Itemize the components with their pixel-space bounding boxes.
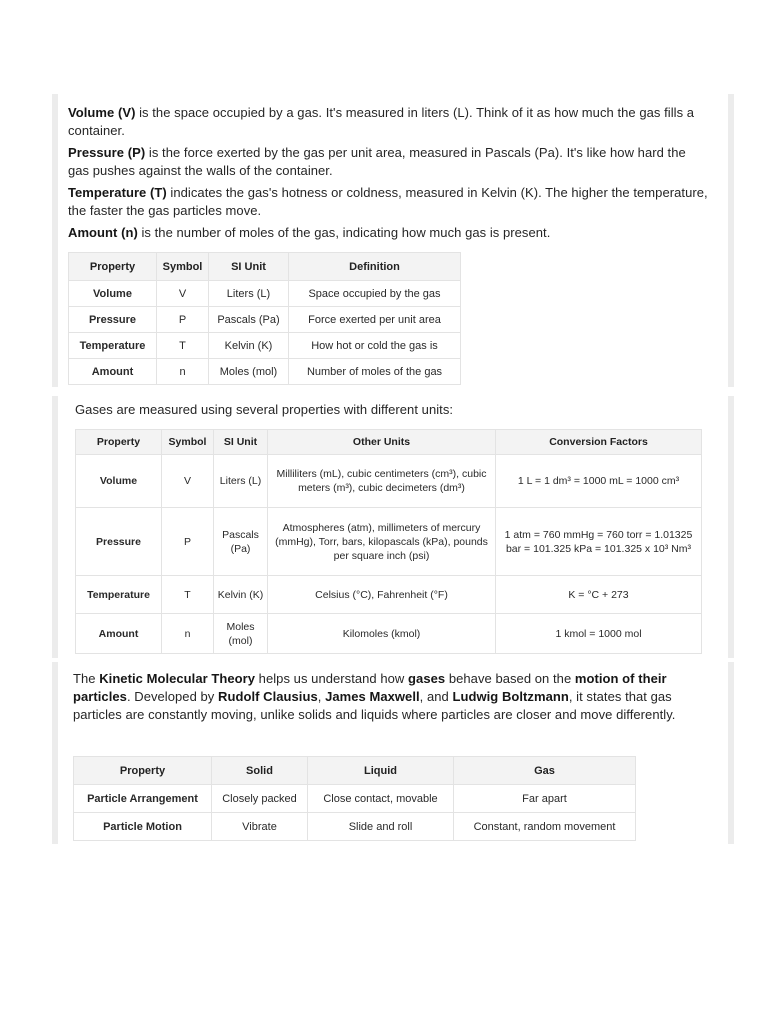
gas-properties-table (68, 252, 461, 385)
table-row (76, 508, 702, 576)
gas-units-table (75, 429, 702, 654)
table-cell: Liters (L) (214, 455, 268, 508)
table-cell: Moles (mol) (209, 359, 289, 385)
table-cell: Constant, random movement (454, 813, 636, 841)
table-cell: V (157, 281, 209, 307)
table-cell: Far apart (454, 785, 636, 813)
table-cell: Amount (76, 614, 162, 654)
table-header-row (74, 757, 636, 785)
header-cell: Solid (212, 757, 308, 785)
table-header-row (76, 430, 702, 455)
table-cell: Milliliters (mL), cubic centimeters (cm³), cubic meters (m³), cubic decimeters (dm³) (268, 455, 496, 508)
table-cell: Pascals (Pa) (209, 307, 289, 333)
header-cell: SI Unit (214, 430, 268, 455)
table-cell: Liters (L) (209, 281, 289, 307)
table-cell: n (162, 614, 214, 654)
table-cell: How hot or cold the gas is (289, 333, 461, 359)
table-cell: Pressure (69, 307, 157, 333)
table-cell: Volume (76, 455, 162, 508)
table-cell: 1 L = 1 dm³ = 1000 mL = 1000 cm³ (496, 455, 702, 508)
table-cell: Number of moles of the gas (289, 359, 461, 385)
header-cell: Other Units (268, 430, 496, 455)
gas-units-section (52, 396, 734, 658)
table-cell: 1 kmol = 1000 mol (496, 614, 702, 654)
table-cell: T (162, 576, 214, 614)
table-cell: Volume (69, 281, 157, 307)
table-cell: Space occupied by the gas (289, 281, 461, 307)
header-cell: Property (76, 430, 162, 455)
table-cell: Close contact, movable (308, 785, 454, 813)
table-cell: Atmospheres (atm), millimeters of mercury (mmHg), Torr, bars, kilopascals (kPa), pounds per square inch (psi) (268, 508, 496, 576)
header-cell: Liquid (308, 757, 454, 785)
header-cell: Definition (289, 253, 461, 281)
gas-properties-section (52, 94, 734, 387)
table-cell: V (162, 455, 214, 508)
table-row (69, 281, 461, 307)
header-cell: Property (69, 253, 157, 281)
table-row (76, 576, 702, 614)
table-cell: P (162, 508, 214, 576)
table-cell: Force exerted per unit area (289, 307, 461, 333)
header-cell: SI Unit (209, 253, 289, 281)
table-header-row (69, 253, 461, 281)
table-cell: Pressure (76, 508, 162, 576)
table-cell: Temperature (76, 576, 162, 614)
kinetic-theory-section (52, 662, 734, 844)
units-intro-text: Gases are measured using several properties with different units: (75, 402, 454, 417)
table-row (74, 785, 636, 813)
header-cell: Symbol (162, 430, 214, 455)
kinetic-theory-paragraph: The Kinetic Molecular Theory helps us understand how gases behave based on the motion of their particles. Developed by Rudolf Clausius, James Maxwell, and Ludwig Boltzmann, it states that gas particles are constantly moving, unlike solids and liquids where particles are closer and move differently. (73, 671, 676, 722)
table-row (76, 614, 702, 654)
table-cell: Temperature (69, 333, 157, 359)
volume-paragraph: Volume (V) is the space occupied by a gas. It's measured in liters (L). Think of it as how much the gas fills a container. (68, 105, 695, 138)
pressure-paragraph: Pressure (P) is the force exerted by the gas per unit area, measured in Pascals (Pa). It's like how hard the gas pushes against the walls of the container. (68, 145, 686, 178)
table-cell: P (157, 307, 209, 333)
table-row (69, 333, 461, 359)
temperature-paragraph: Temperature (T) indicates the gas's hotness or coldness, measured in Kelvin (K). The higher the temperature, the faster the gas particles move. (68, 185, 708, 218)
header-cell: Conversion Factors (496, 430, 702, 455)
header-cell: Gas (454, 757, 636, 785)
table-cell: 1 atm = 760 mmHg = 760 torr = 1.01325 bar = 101.325 kPa = 101.325 x 10³ Nm³ (496, 508, 702, 576)
table-row (76, 455, 702, 508)
table-row (74, 813, 636, 841)
table-row (69, 307, 461, 333)
table-cell: Celsius (°C), Fahrenheit (°F) (268, 576, 496, 614)
amount-paragraph: Amount (n) is the number of moles of the gas, indicating how much gas is present. (68, 225, 551, 240)
table-cell: Kelvin (K) (214, 576, 268, 614)
table-cell: K = °C + 273 (496, 576, 702, 614)
table-cell: Slide and roll (308, 813, 454, 841)
table-cell: Moles (mol) (214, 614, 268, 654)
header-cell: Symbol (157, 253, 209, 281)
table-cell: n (157, 359, 209, 385)
table-cell: Amount (69, 359, 157, 385)
table-cell: Vibrate (212, 813, 308, 841)
table-cell: Pascals (Pa) (214, 508, 268, 576)
table-cell: Kelvin (K) (209, 333, 289, 359)
table-cell: Closely packed (212, 785, 308, 813)
table-row (69, 359, 461, 385)
table-cell: Particle Motion (74, 813, 212, 841)
header-cell: Property (74, 757, 212, 785)
table-cell: Particle Arrangement (74, 785, 212, 813)
table-cell: Kilomoles (kmol) (268, 614, 496, 654)
states-of-matter-table (73, 756, 636, 841)
table-cell: T (157, 333, 209, 359)
